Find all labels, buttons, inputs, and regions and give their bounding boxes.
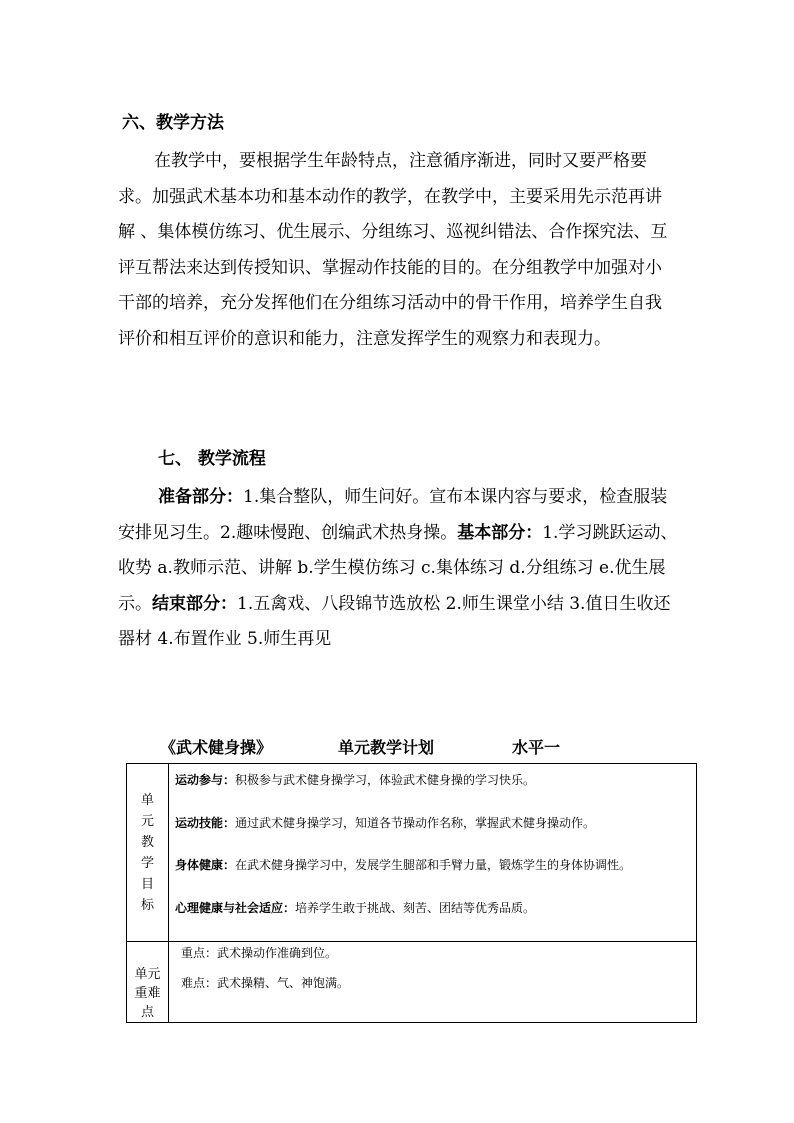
section6-paragraph [118, 144, 678, 357]
plan-level: 水平一 [512, 738, 561, 757]
difficult-point: 难点：武术操精、气、神饱满。 [181, 976, 350, 990]
difficulty-label-cell [127, 942, 169, 1023]
unit-plan-table [126, 763, 697, 1023]
key-point: 重点：武术操动作准确到位。 [181, 946, 338, 960]
difficulty-content-cell [169, 942, 697, 1023]
prep-label: 准备部分： [158, 487, 243, 507]
goal-key: 运动参与： [175, 773, 236, 787]
goal-health [169, 856, 696, 899]
goal-psychology [169, 899, 696, 942]
goals-label: 单元教学目标 [140, 792, 154, 913]
section7-heading: 七、 教学流程 [158, 449, 266, 469]
section7-paragraph [118, 480, 678, 658]
goal-text: 在武术健身操学习中，发展学生腿部和手臂力量，锻炼学生的身体协调性。 [235, 858, 632, 872]
end-text: 1.五禽戏、八段锦节选放松 2.师生课堂小结 3.值日生收还器材 4.布置作业 5.师生再见 [118, 593, 671, 649]
end-label: 结束部分： [152, 593, 237, 614]
goals-row [127, 764, 697, 942]
basic-text: 1.学习跳跃运动、收势 a.教师示范、讲解 b.学生模仿练习 c.集体练习 d.分组练习 e.优生展示。 [118, 522, 678, 614]
section6-text: 在教学中，要根据学生年龄特点，注意循序渐进，同时又要严格要求。加强武术基本功和基本动作的教学，在教学中，主要采用先示范再讲解 、集体模仿练习、优生展示、分组练习、巡视纠错法、合作探究法、互评互帮法来达到传授知识、掌握动作技能的目的。在分组教学中加强对小干部的培养，充分发挥他们在分组练习活动中的骨干作用，培养学生自我评价和相互评价的意识和能力，注意发挥学生的观察力和表现力。 [118, 151, 668, 349]
goal-text: 培养学生敢于挑战、刻苦、团结等优秀品质。 [295, 900, 536, 915]
difficulty-label: 单元重难点 [134, 967, 161, 1020]
goal-text: 通过武术健身操学习，知道各节操动作名称，掌握武术健身操动作。 [235, 815, 596, 830]
goal-participation [169, 771, 696, 814]
goal-key: 身体健康： [175, 858, 236, 872]
goals-label-cell [127, 764, 169, 942]
goal-skill [169, 814, 696, 857]
goal-key: 心理健康与社会适应： [175, 900, 296, 915]
difficulty-row [127, 942, 697, 1023]
section6-heading: 六、教学方法 [122, 113, 224, 133]
prep-text: 1.集合整队，师生问好。宣布本课内容与要求，检查服装安排见习生。2.趣味慢跑、创编武术热身操。 [118, 487, 668, 543]
goal-text: 积极参与武术健身操学习，体验武术健身操的学习快乐。 [235, 773, 536, 787]
goals-content-cell [169, 764, 697, 942]
plan-name: 单元教学计划 [338, 738, 435, 757]
basic-label: 基本部分： [457, 522, 543, 543]
plan-book-title: 《武术健身操》 [160, 738, 273, 757]
goal-key: 运动技能： [175, 815, 236, 830]
